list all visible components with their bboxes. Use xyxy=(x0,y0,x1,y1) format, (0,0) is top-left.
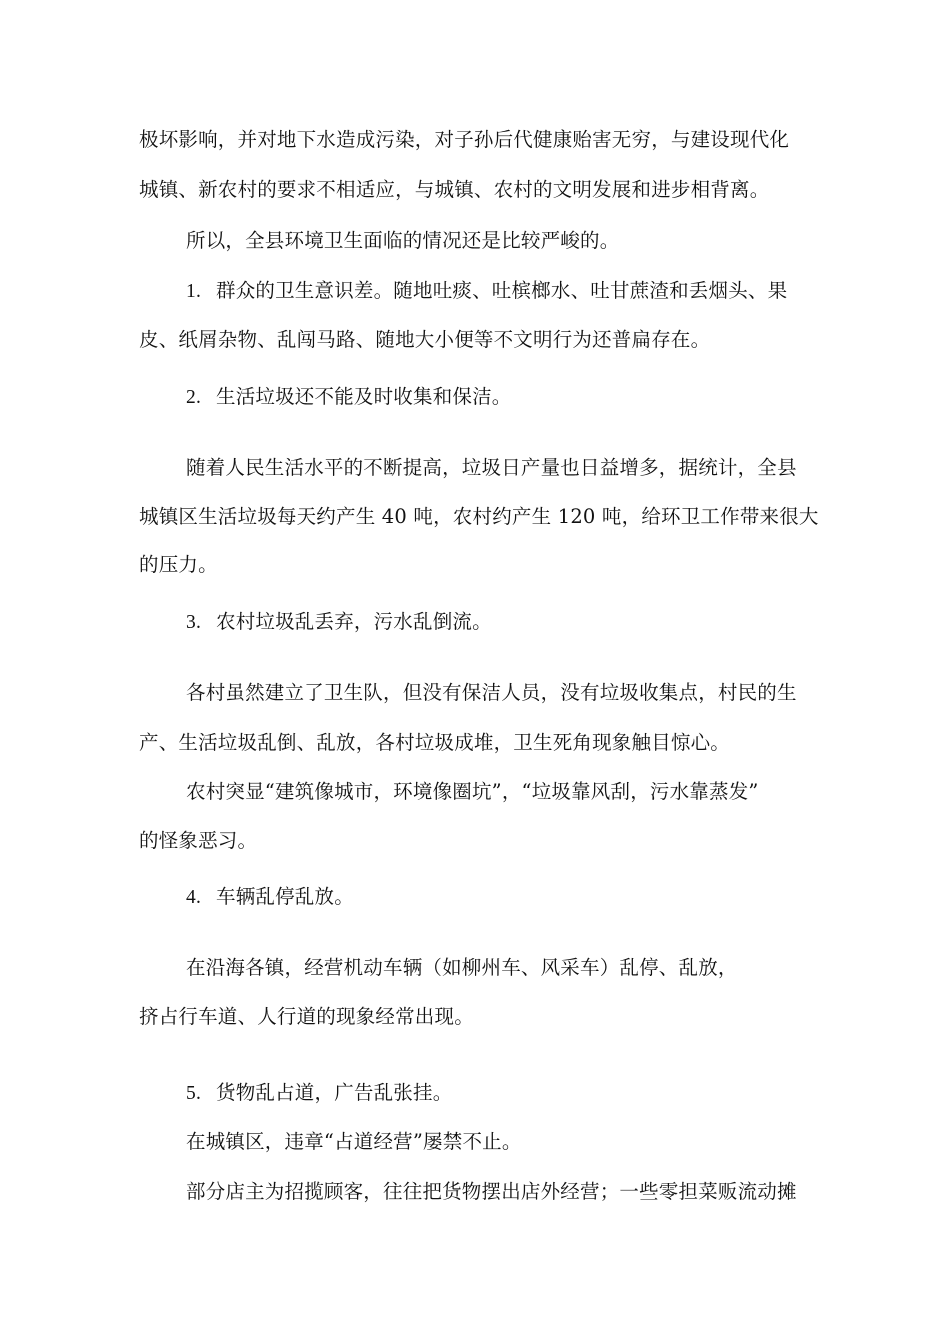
paragraph-line: 在沿海各镇，经营机动车辆（如柳州车、风采车）乱停、乱放， xyxy=(186,956,738,979)
list-number: 3. xyxy=(186,612,202,633)
list-number: 5. xyxy=(186,1083,202,1104)
list-item-text: 车辆乱停乱放。 xyxy=(216,885,354,908)
paragraph-line: 城镇、新农村的要求不相适应，与城镇、农村的文明发展和进步相背离。 xyxy=(139,178,770,201)
paragraph-line: 所以，全县环境卫生面临的情况还是比较严峻的。 xyxy=(186,229,620,252)
paragraph-line: 各村虽然建立了卫生队，但没有保洁人员，没有垃圾收集点，村民的生 xyxy=(186,681,797,704)
list-item xyxy=(186,885,354,910)
list-number: 4. xyxy=(186,887,202,908)
list-item xyxy=(186,610,492,635)
list-item-text: 货物乱占道，广告乱张挂。 xyxy=(216,1081,453,1104)
list-number: 1. xyxy=(186,281,202,302)
list-number: 2. xyxy=(186,387,202,408)
list-item xyxy=(186,279,787,304)
paragraph-line: 极坏影响，并对地下水造成污染，对子孙后代健康贻害无穷，与建设现代化 xyxy=(139,128,790,151)
list-item xyxy=(186,385,512,410)
paragraph-line: 产、生活垃圾乱倒、乱放，各村垃圾成堆，卫生死角现象触目惊心。 xyxy=(139,731,731,754)
paragraph-line: 挤占行车道、人行道的现象经常出现。 xyxy=(139,1005,474,1028)
paragraph-line: 农村突显“建筑像城市，环境像圈坑”，“垃圾靠风刮，污水靠蒸发” xyxy=(186,780,759,803)
paragraph-line: 随着人民生活水平的不断提高，垃圾日产量也日益增多，据统计，全县 xyxy=(186,456,797,479)
list-item-text: 生活垃圾还不能及时收集和保洁。 xyxy=(216,385,512,408)
list-item xyxy=(186,1081,452,1106)
paragraph-line: 在城镇区，违章“占道经营”屡禁不止。 xyxy=(186,1130,522,1153)
paragraph-line: 部分店主为招揽顾客，往往把货物摆出店外经营；一些零担菜贩流动摊 xyxy=(186,1180,797,1203)
paragraph-line: 城镇区生活垃圾每天约产生 40 吨，农村约产生 120 吨，给环卫工作带来很大 xyxy=(139,505,819,528)
paragraph-line: 的压力。 xyxy=(139,553,218,576)
list-item-text: 群众的卫生意识差。随地吐痰、吐槟榔水、吐甘蔗渣和丢烟头、果 xyxy=(216,279,788,302)
paragraph-line: 皮、纸屑杂物、乱闯马路、随地大小便等不文明行为还普扁存在。 xyxy=(139,328,711,351)
paragraph-line: 的怪象恶习。 xyxy=(139,829,258,852)
list-item-text: 农村垃圾乱丢弃，污水乱倒流。 xyxy=(216,610,492,633)
